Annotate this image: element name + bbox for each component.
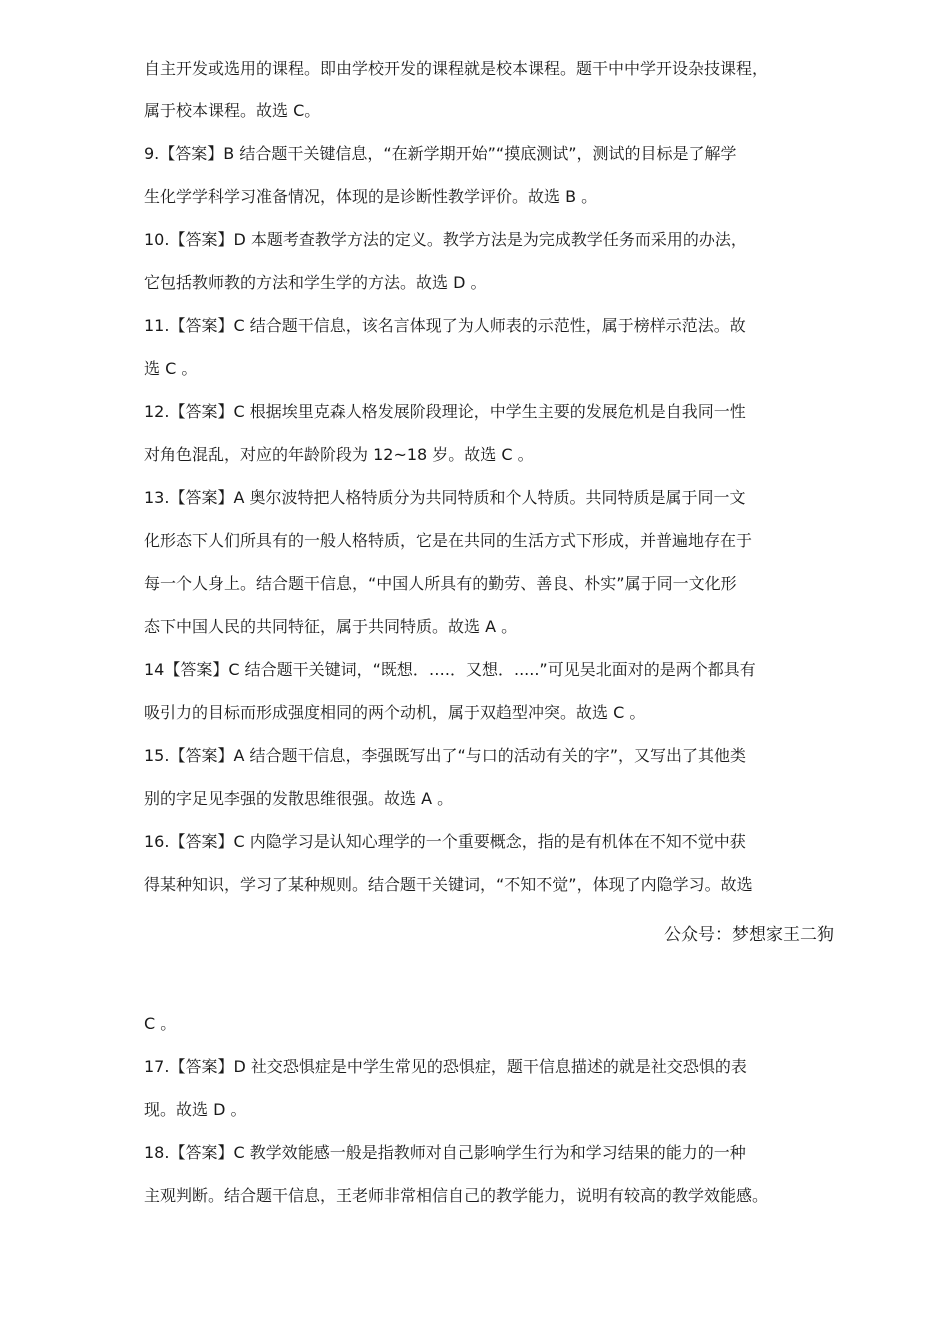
text-line: 主观判断。结合题干信息，王老师非常相信自己的教学能力，说明有较高的教学效能感。 bbox=[144, 1186, 769, 1205]
answer-10-line: 10.【答案】D 本题考查教学方法的定义。教学方法是为完成教学任务而采用的办法， bbox=[144, 230, 747, 249]
text-line: 对角色混乱，对应的年龄阶段为 12~18 岁。故选 C 。 bbox=[144, 445, 534, 464]
text-line: 别的字足见李强的发散思维很强。故选 A 。 bbox=[144, 789, 454, 808]
answer-9-line: 9.【答案】B 结合题干关键信息，“在新学期开始”“摸底测试”，测试的目标是了解学 bbox=[144, 144, 737, 163]
text-line: 吸引力的目标而形成强度相同的两个动机，属于双趋型冲突。故选 C 。 bbox=[144, 703, 646, 722]
answer-16-line: 16.【答案】C 内隐学习是认知心理学的一个重要概念，指的是有机体在不知不觉中获 bbox=[144, 832, 746, 851]
text-line: 现。故选 D 。 bbox=[144, 1100, 247, 1119]
text-line: 化形态下人们所具有的一般人格特质，它是在共同的生活方式下形成，并普遍地存在于 bbox=[144, 531, 753, 550]
watermark-text: 公众号：梦想家王二狗 bbox=[664, 925, 834, 945]
answer-13-line: 13.【答案】A 奥尔波特把人格特质分为共同特质和个人特质。共同特质是属于同一文 bbox=[144, 488, 746, 507]
answer-18-line: 18.【答案】C 教学效能感一般是指教师对自己影响学生行为和学习结果的能力的一种 bbox=[144, 1143, 746, 1162]
answer-12-line: 12.【答案】C 根据埃里克森人格发展阶段理论，中学生主要的发展危机是自我同一性 bbox=[144, 402, 746, 421]
answer-17-line: 17.【答案】D 社交恐惧症是中学生常见的恐惧症，题干信息描述的就是社交恐惧的表 bbox=[144, 1057, 747, 1076]
answer-15-line: 15.【答案】A 结合题干信息，李强既写出了“与口的活动有关的字”，又写出了其他类 bbox=[144, 746, 747, 765]
text-line: 自主开发或选用的课程。即由学校开发的课程就是校本课程。题干中中学开设杂技课程， bbox=[144, 59, 769, 78]
text-line: 生化学学科学习准备情况，体现的是诊断性教学评价。故选 B 。 bbox=[144, 187, 598, 206]
text-line: 选 C 。 bbox=[144, 359, 198, 378]
text-line: C 。 bbox=[144, 1014, 177, 1033]
text-line: 得某种知识，学习了某种规则。结合题干关键词，“不知不觉”，体现了内隐学习。故选 bbox=[144, 875, 753, 894]
text-line: 每一个人身上。结合题干信息，“中国人所具有的勤劳、善良、朴实”属于同一文化形 bbox=[144, 574, 737, 593]
answer-14-line: 14【答案】C 结合题干关键词，“既想．….．又想．.....”可见吴北面对的是两个都具有 bbox=[144, 660, 756, 679]
text-line: 态下中国人民的共同特征，属于共同特质。故选 A 。 bbox=[144, 617, 518, 636]
answer-11-line: 11.【答案】C 结合题干信息，该名言体现了为人师表的示范性，属于榜样示范法。故 bbox=[144, 316, 746, 335]
text-line: 它包括教师教的方法和学生学的方法。故选 D 。 bbox=[144, 273, 487, 292]
text-line: 属于校本课程。故选 C。 bbox=[144, 101, 321, 120]
